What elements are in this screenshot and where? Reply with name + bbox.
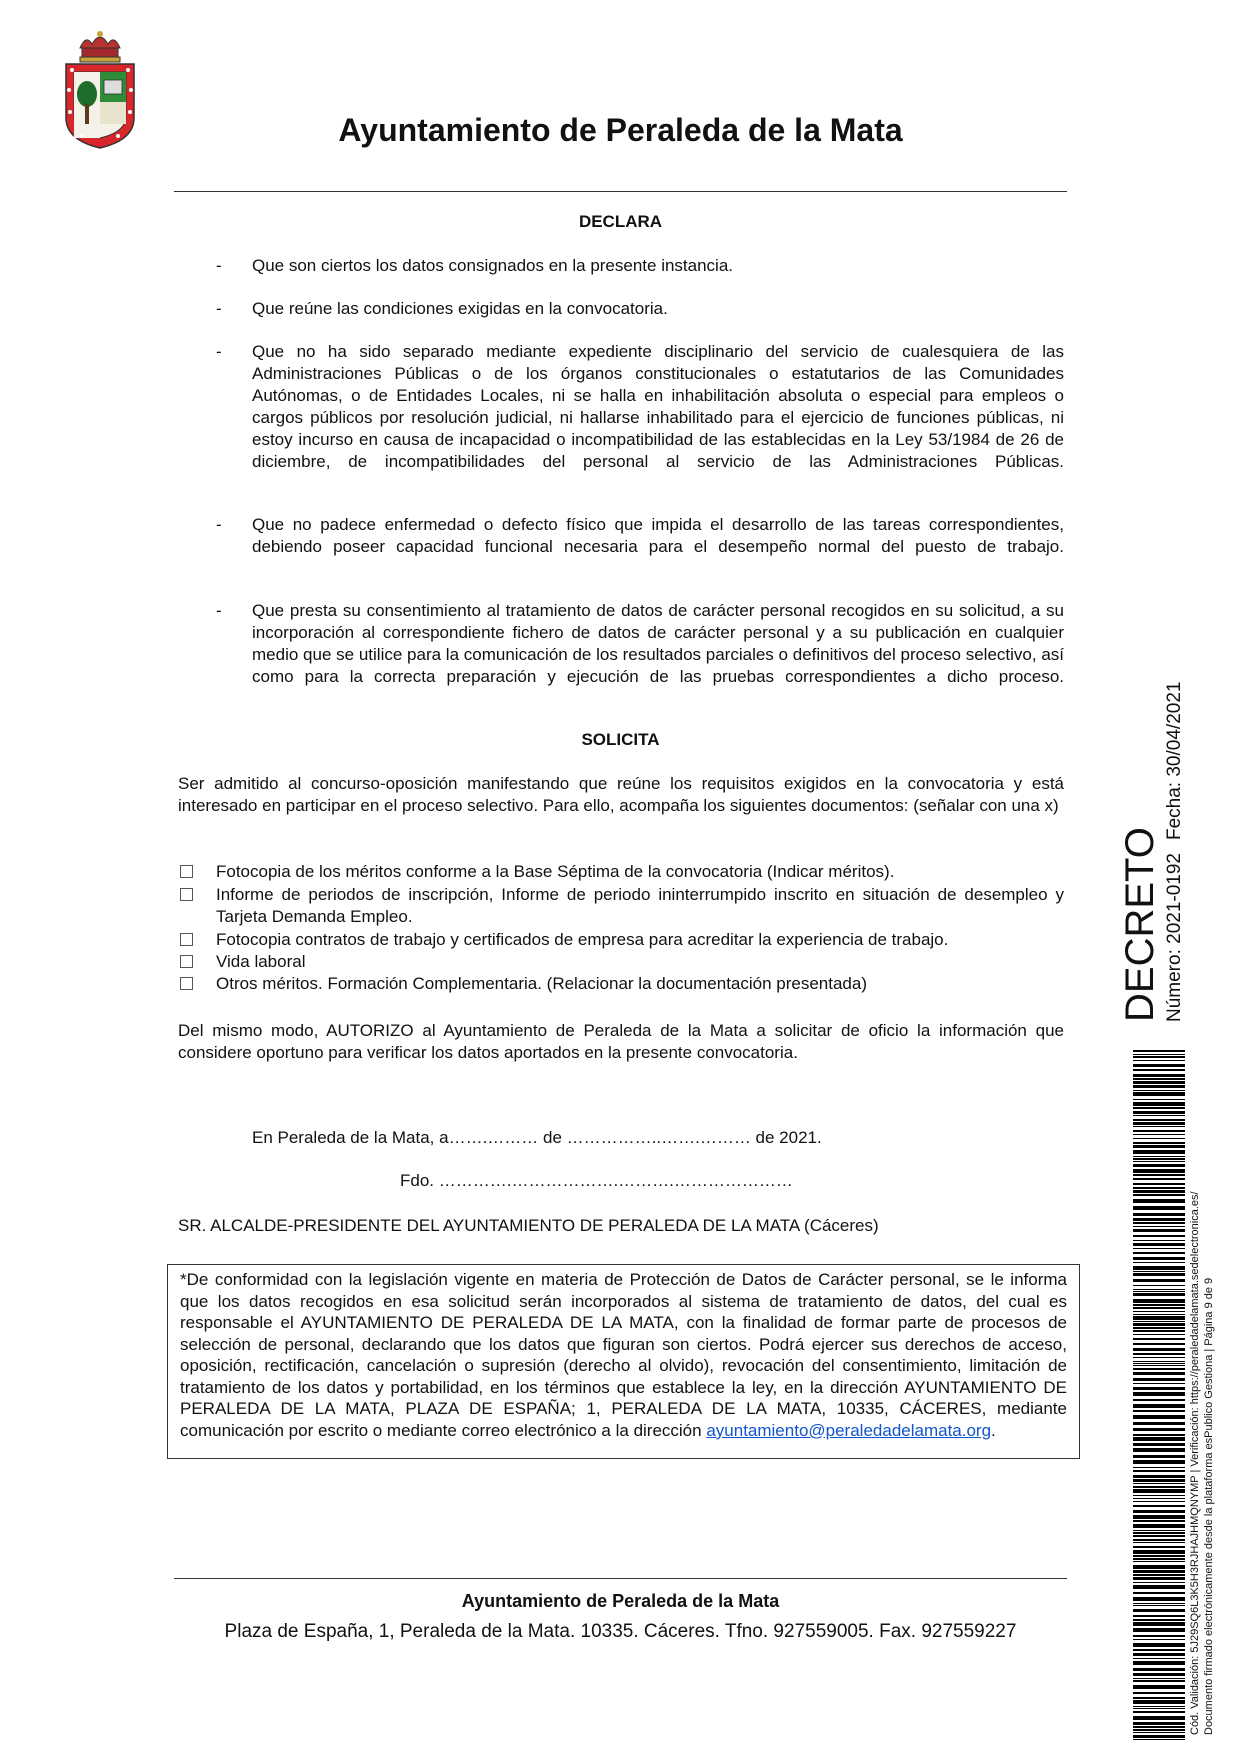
addressee: SR. ALCALDE-PRESIDENTE DEL AYUNTAMIENTO DE PERALEDA DE LA MATA (Cáceres)	[178, 1216, 879, 1235]
checklist-item-label: Fotocopia contratos de trabajo y certificados de empresa para acreditar la experiencia de trabajo.	[216, 930, 949, 949]
document-checkbox[interactable]	[180, 955, 193, 968]
page-title: Ayuntamiento de Peraleda de la Mata	[338, 112, 903, 148]
checklist-item-label: Fotocopia de los méritos conforme a la Base Séptima de la convocatoria (Indicar méritos).	[216, 862, 895, 881]
contact-email-link[interactable]: ayuntamiento@peraledadelamata.org	[706, 1420, 992, 1440]
barcode-icon	[1133, 1050, 1185, 1740]
checklist-item-label: Otros méritos. Formación Complementaria. (Relacionar la documentación presentada)	[216, 974, 868, 993]
declara-heading: DECLARA	[578, 212, 663, 231]
privacy-notice	[167, 1264, 1080, 1459]
solicita-intro: Ser admitido al concurso-oposición manifestando que reúne los requisitos exigidos en la convocatoria y está interesado en participar en el proceso selectivo. Para ello, acompaña los siguientes documentos: (señalar con una x)	[178, 774, 1064, 815]
autorizo-paragraph: Del mismo modo, AUTORIZO al Ayuntamiento de Peraleda de la Mata a solicitar de oficio la información que considere oportuno para verificar los datos aportados en la presente convocatoria.	[178, 1021, 1064, 1062]
validation-code: Cód. Validación: 5J29SQ6L3K5H3RJHAJHMQNYMP | Verificación: https://peraledadelamata.sedelectronica.es/	[1189, 1191, 1201, 1735]
document-checkbox[interactable]	[180, 933, 193, 946]
place-date-line: En Peraleda de la Mata, a…….……… de ……………..…….……… de 2021.	[252, 1128, 822, 1147]
checklist-item-label: Informe de periodos de inscripción, Informe de periodo ininterrumpido inscrito en situación de desempleo y Tarjeta Demanda Empleo.	[216, 885, 1064, 926]
declara-item: Que reúne las condiciones exigidas en la convocatoria.	[252, 299, 668, 318]
crown-icon	[80, 31, 120, 62]
privacy-end: .	[991, 1420, 996, 1440]
checklist-item-label: Vida laboral	[216, 952, 306, 971]
document-checkbox[interactable]	[180, 888, 193, 901]
footer-address: Plaza de España, 1, Peraleda de la Mata. 10335. Cáceres. Tfno. 927559005. Fax. 927559227	[224, 1621, 1017, 1642]
decree-stamp-title: DECRETO	[1118, 827, 1162, 1022]
signature-platform-note: Documento firmado electrónicamente desde la plataforma esPublico Gestiona | Página 9 de 9	[1203, 1277, 1215, 1735]
list-bullet: -	[216, 601, 222, 620]
list-bullet: -	[216, 299, 222, 318]
declara-item: Que no ha sido separado mediante expediente disciplinario del servicio de cualesquiera de las Administraciones Públicas o de los órganos constitucionales o estatutarios de las Comunidades Autónomas, o de Entidades Locales, ni se halla en inhabilitación absoluta o especial para empleos o cargos públicos por resolución judicial, ni hallarse inhabilitado para el ejercicio de funciones públicas, ni estoy incurso en causa de incapacidad o incompatibilidad de las establecidas en la Ley 53/1984 de 26 de diciembre, de incompatibilidades del personal al servicio de las Administraciones Públicas.	[252, 342, 1064, 471]
document-checkbox[interactable]	[180, 865, 193, 878]
privacy-text: *De conformidad con la legislación vigente en materia de Protección de Datos de Carácter personal, se le informa que los datos recogidos en esa solicitud serán incorporados al sistema de tratamiento de datos, del cual es responsable el AYUNTAMIENTO DE PERALEDA DE LA MATA, con la finalidad de formar parte de procesos de selección de personal, declarando que los datos que figuran son ciertos. Podrá ejercer sus derechos de acceso, oposición, rectificación, cancelación o supresión (derecho al olvido), revocación del consentimiento, limitación de tratamiento de los datos y portabilidad, en los términos que establece la ley, en la dirección AYUNTAMIENTO DE PERALEDA DE LA MATA, PLAZA DE ESPAÑA; 1, PERALEDA DE LA MATA, 10335, CÁCERES, mediante comunicación por escrito o mediante correo electrónico a la dirección	[180, 1270, 1067, 1440]
declara-item: Que son ciertos los datos consignados en la presente instancia.	[252, 256, 734, 275]
footer-divider	[174, 1578, 1067, 1579]
decree-date: Fecha: 30/04/2021	[1164, 681, 1185, 840]
document-checkbox[interactable]	[180, 977, 193, 990]
list-bullet: -	[216, 515, 222, 534]
footer-name: Ayuntamiento de Peraleda de la Mata	[461, 1591, 780, 1611]
signature-line: Fdo. ………….……………….……….…………………	[400, 1171, 793, 1190]
declara-item: Que no padece enfermedad o defecto físico que impida el desarrollo de las tareas correspondientes, debiendo poseer capacidad funcional necesaria para el desempeño normal del puesto de trabajo.	[252, 515, 1064, 556]
list-bullet: -	[216, 342, 222, 361]
list-bullet: -	[216, 256, 222, 275]
solicita-heading: SOLICITA	[581, 730, 660, 749]
header-divider	[174, 191, 1067, 192]
decree-number: Número: 2021-0192	[1164, 853, 1185, 1022]
declara-item: Que presta su consentimiento al tratamiento de datos de carácter personal recogidos en su solicitud, a su incorporación al correspondiente fichero de datos de carácter personal y a su publicación en cualquier medio que se utilice para la comunicación de los resultados parciales o definitivos del proceso selectivo, así como para la correcta preparación y ejecución de las pruebas correspondientes a dicho proceso.	[252, 601, 1064, 686]
